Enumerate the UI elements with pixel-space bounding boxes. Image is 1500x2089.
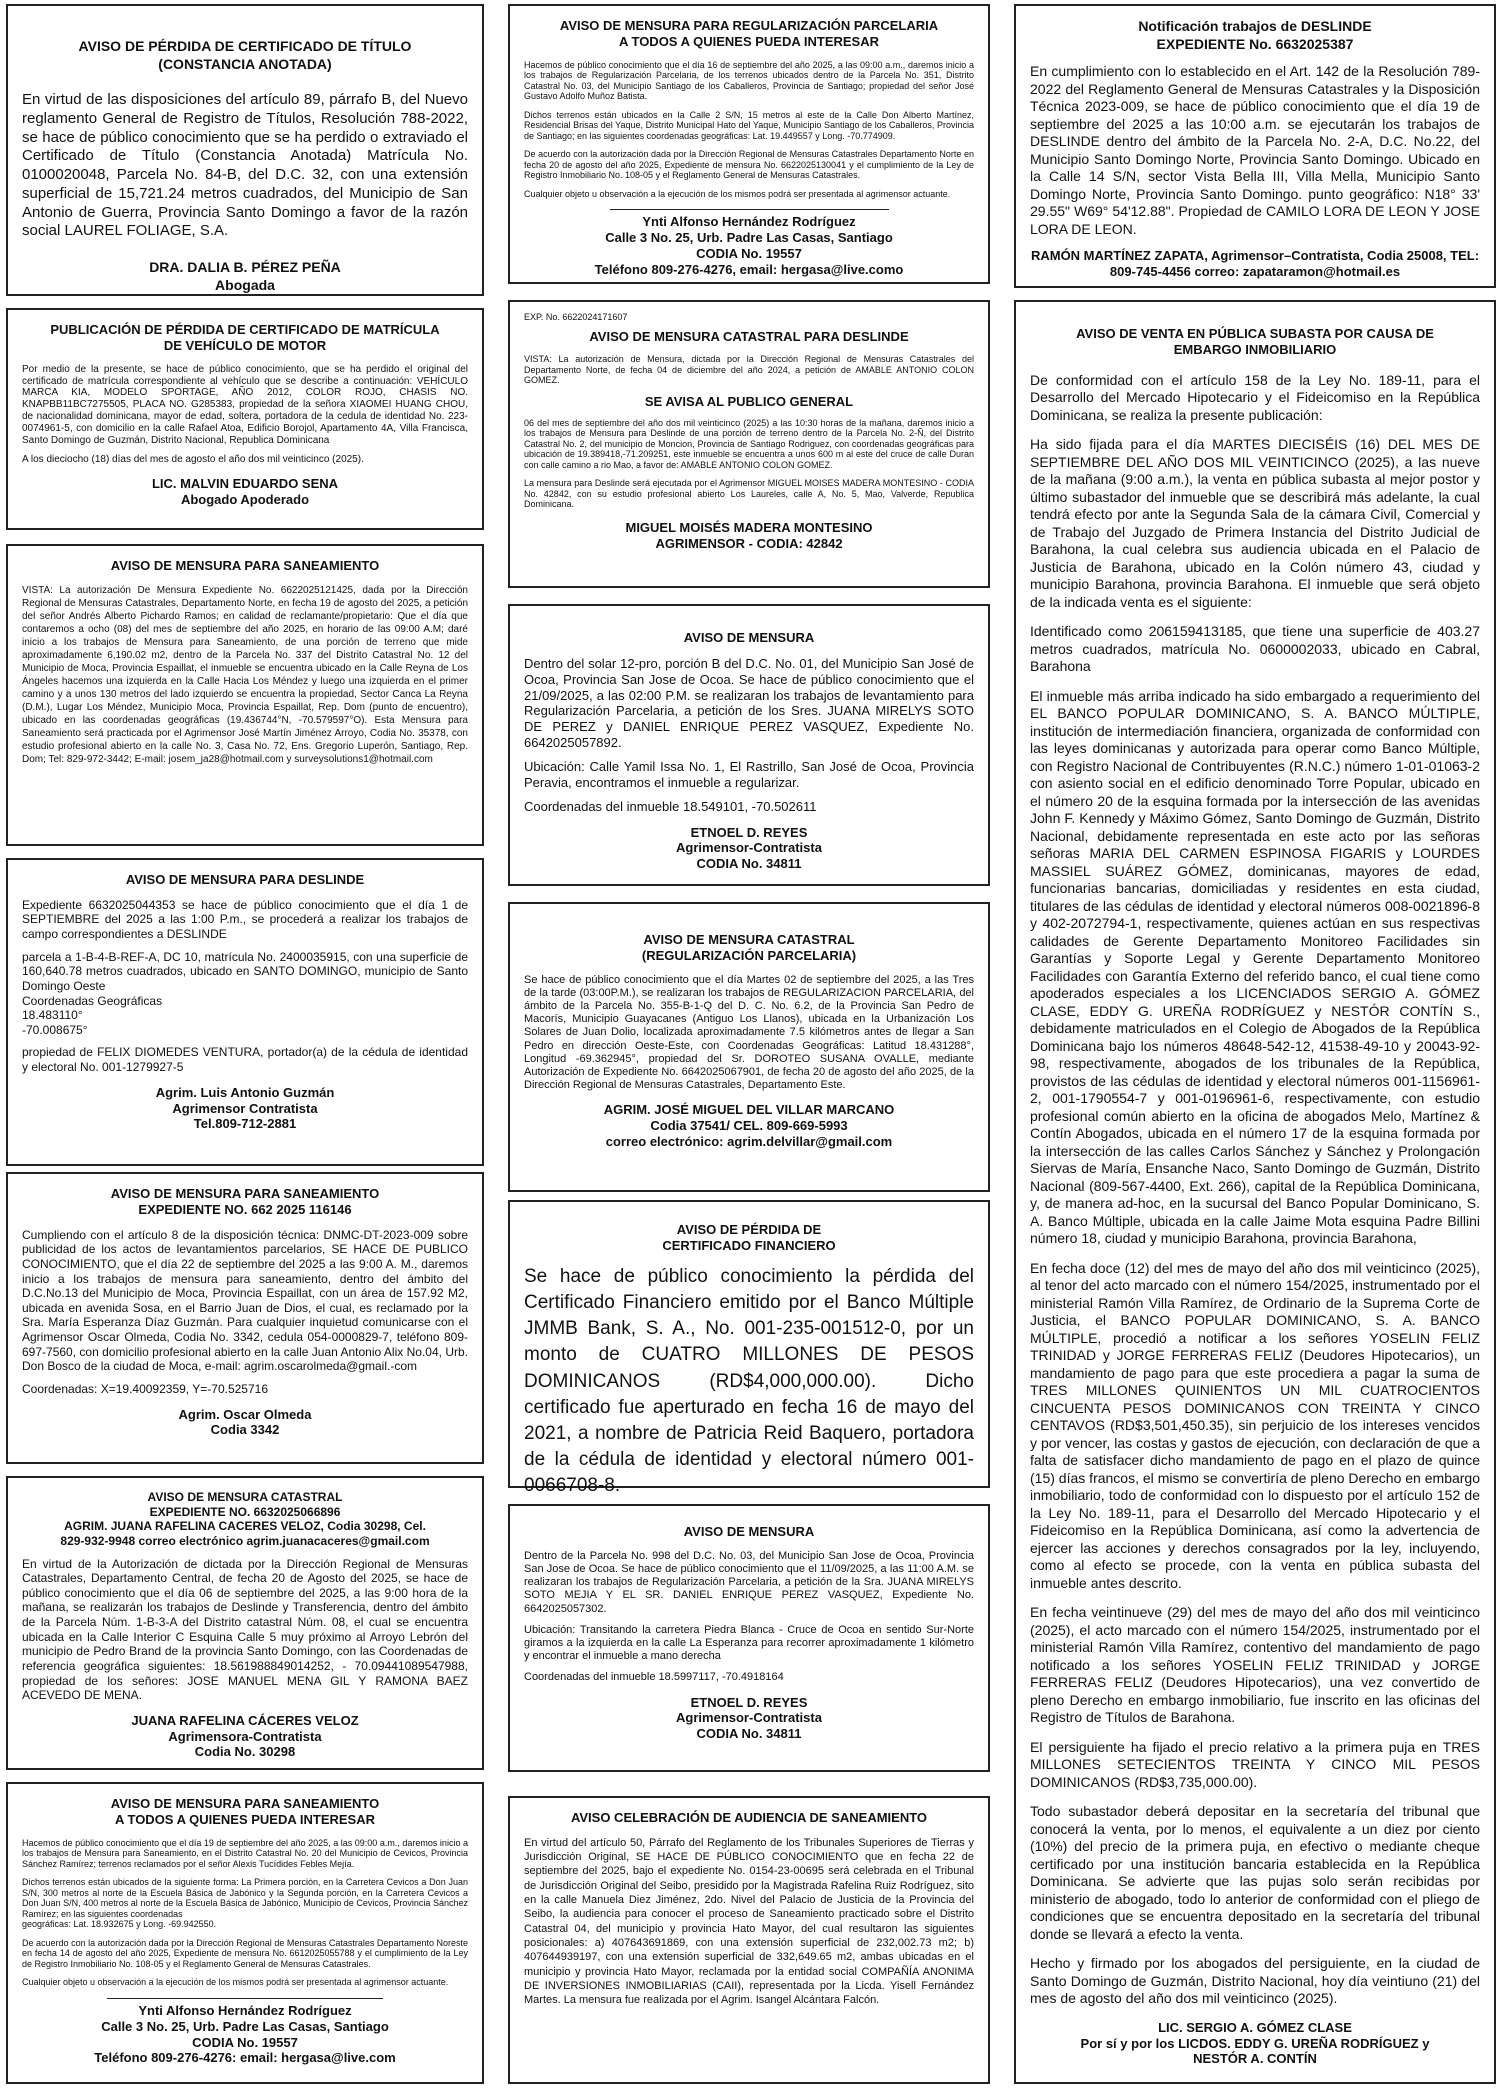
signature-contact: Teléfono 809-276-4276: email: hergasa@live.com [94,2050,396,2066]
notice-title: AVISO DE MENSURA PARA REGULARIZACIÓN PARCELARIA [559,18,939,33]
notice-title: AVISO DE MENSURA [683,1524,815,1539]
signature-name: AGRIM. JOSÉ MIGUEL DEL VILLAR MARCANO [603,1102,895,1118]
notice-survey-sanitation [6,544,484,846]
auction-paragraph-5: En fecha doce (12) del mes de mayo del año dos mil veinticinco (2025), al tenor del acto marcado con el número 154/2025, instrumentado por el ministerial Ramón Villa Ramírez, de Ordinario de la Suprema Corte de Justicia, el BANCO POPULAR DOMINICANO, S. A. BANCO MÚLTIPLE, procedió a notificar a los señores YOSELIN FELIZ TRINIDAD y JORGE FERRERAS FELIZ (Deudores Hipotecarios), un mandamiento de pago para que este procediera a pagar la suma de TRES MILLONES QUINIENTOS UN MIL CUATROCIENTOS CINCUENTA PESOS DOMINICANOS CON TREINTA Y CINCO CENTAVOS (RD$3,501,450.35), sin perjuicio de los intereses vencidos y por vencer, las costas y gastos de ejecución, con declaración de que a falta de satisfacer dicho mandamiento de pago en el plazo de quince (15) días francos, el mismo se convertiría de pleno Derecho en embargo inmobiliario, todo de conformidad con lo dispuesto por el artículo 152 de la Ley No. 189-11, para el Desarrollo del Mercado Hipotecario y el Fideicomiso en la República Dominicana, así como la advertencia de ejercer las acciones y derechos consagrados por la ley, incluyendo, como al efecto se procede, con la venta en pública subasta del inmueble antes descrito. [1030,1259,1480,1591]
notice-demarcation-notification [1014,4,1496,288]
notice-survey-sanitation-expediente [6,1172,484,1464]
notice-public-auction [1014,300,1496,2084]
notice-coordinates: geográficas: Lat. 18.932675 y Long. -69.942550. [22,1919,217,1930]
signature-codia: Codia No. 30298 [194,1744,296,1760]
notice-body-2: Dichos terrenos están ubicados de la siguiente forma: La Primera porción, en la Carretera Cevicos a Don Juan S/N, 300 metros al norte de la Escuela Básica de Jabónico y la Segunda porción, en la Carretera Cevicos a Don Juan S/N, 400 metros al norte de la Escuela Básica de Jabónico, Municipio de Cevicos, Provincia Sánchez Ramírez; en las siguientes coordenadas [22,1877,468,1919]
notice-title: AVISO DE MENSURA PARA SANEAMIENTO [110,558,380,573]
notice-body: Por medio de la presente, se hace de público conocimiento, que se ha perdido el original del certificado de matrícula correspondiente al vehículo que se describe a continuación: VEHÍCULO MARCA KIA, MODELO SPORTAGE, AÑO 2012, COLOR ROJO, CHASIS NO. KNAPBB11BC7275505, PLACA NO. G285383, propiedad de la señora XIAOMEI HUANG CHOU, de nacionalidad dominicana, mayor de edad, soltera, portadora de la cedula de identidad No. 223-0074961-5, con domicilio en la calle Rafael Atoa, Edificio Borojol, Apartamento 4A, Villa Francisca, Santo Domingo de Guzmán, Distrito Nacional, Republica Dominicana [22,363,468,446]
notice-body: En virtud de la Autorización de dictada por la Dirección Regional de Mensuras Catastrales, Departamento Central, de fecha 20 de Agosto del 2025, se hace de público conocimiento que el día 06 de septiembre del 2025, a las 9:00 hora de la mañana, se realizarán los trabajos de Deslinde y Transferencia, dentro del ámbito de la Parcela Núm. 1-B-3-A del Distrito catastral Núm. 08, el cual se encuentra ubicada en la Calle Interior C Esquina Calle 5 muy próximo al Arroyo Lebrón del municipio de Pedro Brand de la provincia Santo Domingo, con las Coordenadas de referencia geográfica siguientes: 18.561988849014252, - 70.09441089547988, propiedad de los señores: JOSE MANUEL MENA GIL Y RAMONA BAEZ ACEVEDO DE MENA. [22,1556,468,1703]
notice-date: A los dieciocho (18) días del mes de agosto el año dos mil veinticinco (2025). [22,454,364,466]
notice-lost-title-certificate [6,4,484,296]
auction-paragraph-6: En fecha veintinueve (29) del mes de mayo del año dos mil veinticinco (2025), el acto marcado con el número 154/2025, instrumentado por el ministerial Ramón Villa Ramírez, contentivo del mandamiento de pago notificado a los señores YOSELIN FELIZ TRINIDAD y JORGE FERRERAS FELIZ (Deudores Hipotecarios), una vez convertido de pleno Derecho en embargo inmobiliario, fue inscrito en las oficinas del Registro de Títulos de Barahona. [1030,1604,1480,1726]
signature-line [610,209,889,210]
notice-body: En virtud de las disposiciones del artículo 89, párrafo B, del Nuevo reglamento General de Registro de Títulos, Resolución 788-2022, se hace de público conocimiento que se ha perdido o extraviado el Certificado de Título (Constancia Anotada) Matrícula No. 0100020048, Parcela No. 84-B, del D.C. 32, con una extensión superficial de 15,721.24 metros cuadrados, del Municipio de San Antonio de Guerra, Provincia Santo Domingo a favor de la razón social LAUREL FOLIAGE, S.A. [22,91,468,240]
notice-body-1: Hacemos de público conocimiento que el día 19 de septiembre del año 2025, a las 09:00 a.m., daremos inicio a los trabajos de Mensura para Saneamiento, en el Distrito Catastral No. 20 del Municipio de Cevicos, Provincia Sánchez Ramírez; terrenos reclamados por el señor Alexis Tucídides Febles Mejía. [22,1837,468,1869]
notice-body-4: Cualquier objeto u observación a la ejecución de los mismos podrá ser presentada al agrimensor actuante. [524,188,951,199]
notice-body-1: Dentro del solar 12-pro, porción B del D.C. No. 01, del Municipio San José de Ocoa, Provincia San Jose de Ocoa. Se hace de público conocimiento que el 21/09/2025, a las 02:00 P.M. se realizaran los trabajos de levantamiento para Regularización Parcelaria, a petición de los Sres. JUANA MIRELYS SOTO DE PEREZ y DANIEL ENRIQUE PEREZ VASQUEZ, Expediente No. 6642025057892. [524,655,974,751]
auction-paragraph-4: El inmueble más arriba indicado ha sido embargado a requerimiento del EL BANCO POPULAR DOMINICANO, S. A. BANCO MÚLTIPLE, institución de intermediación financiera, organizada de conformidad con las leyes dominicanas y autorizada para operar como Banco Múltiple, con Registro Nacional de Contribuyentes (R.N.C.) número 1-01-01063-2 con asiento social en el edificio denominado Torre Popular, ubicado en el número 20 de la esquina formada por la intersección de las avenidas John F. Kennedy y Máximo Gómez, Santo Domingo de Guzmán, Distrito Nacional, debidamente representada en este acto por las señoras señoras MARIA DEL CARMEN ESPINOSA FIGARIS y LOURDES MASSIEL SUÁREZ GÓMEZ, dominicanas, mayores de edad, funcionarias bancarias, domiciliadas y residentes en esta ciudad, titulares de las cédulas de identidad y electoral números 008-0021896-8 y 402-2072794-1, respectivamente, quienes actúan en sus respectivas calidades de Gerente Departamento Monitoreo Facilidades sin Garantías y Soporte Legal y Gerente Departamento Monitoreo Facilidades con Garantía Externo del referido banco, el cual tiene como apoderados especiales a los LICENCIADOS SERGIO A. GÓMEZ CLASE, EDDY G. UREÑA RODRÍGUEZ y NESTÓR CONTÍN S., debidamente matriculados en el Colegio de Abogados de la República Dominicana bajo los números 48648-542-12, 41538-49-10 y 20043-92-98, respectivamente, abogados de los tribunales de la República, provistos de las cédulas de identidad y electoral números 001-1156961-2, 001-1790554-7 y 001-0196961-6, respectivamente, con estudio profesional común abierto en la oficina de abogados Melo, Martínez & Contín Abogados, ubicada en el número 17 de la esquina formada por la intersección de las calles Carlos Sánchez y Sánchez y Prolongación Siervas de María, Ensanche Naco, Santo Domingo de Guzmán, Distrito Nacional (809-567-4400, Ext. 266), capital de la República Dominicana, y, de manera ad-hoc, en la sucursal del Banco Popular Dominicano, S. A. Banco Múltiple, ubicada en la calle Jaime Mota esquina Padre Billini número 18, ciudad y municipio Barahona, provincia Barahona, [1030,687,1480,1247]
notice-lost-vehicle-registration [6,308,484,530]
signature-codia: CODIA No. 19557 [192,2034,298,2050]
signature-codia: CODIA No. 34811 [696,1726,802,1742]
signature-email: correo electrónico: agrim.delvillar@gmail.com [605,1134,893,1150]
signature-codia: Codia 3342 [210,1422,280,1438]
notice-body-2: Dichos terrenos están ubicados en la Calle 2 S/N, 15 metros al este de la Calle Don Alberto Martínez, Residencial Brisas del Yaque, Distrito Municipal Hato del Yaque, Municipio Santiago de los Caballeros, Provincia de Santiago; en las siguientes coordenadas geográficas: Lat. 19.449557 y Long. -70.774909. [524,109,974,141]
notice-subtitle: (CONSTANCIA ANOTADA) [158,55,332,72]
notice-cadastral-demarcation [508,300,990,588]
notice-subtitle: EXPEDIENTE NO. 6632025066896 [149,1504,341,1519]
signature-phone: Tel.809-712-2881 [193,1116,297,1132]
auction-paragraph-2: Ha sido fijada para el día MARTES DIECISÉIS (16) DEL MES DE SEPTIEMBRE DEL AÑO DOS MIL VEINTICINCO (2025), a las nueve de la mañana (9:00 a.m.), la venta en pública subasta al mejor postor y último subastador del inmueble que se describirá más adelante, la cual tendrá efecto por ante la Segunda Sala de la cámara Civil, Comercial y de Trabajo del Juzgado de Primera Instancia del Distrito Judicial de Barahona, la cual celebra sus audiencia ubicada en el Palacio de Justicia de Barahona, ubicado en la Colón número 43, ciudad y municipio Barahona, provincia Barahona. El inmueble que será objeto de la indicada venta es el siguiente: [1030,436,1480,610]
notice-title: AVISO DE VENTA EN PÚBLICA SUBASTA POR CAUSA DE [1076,326,1434,341]
notice-body-3: La mensura para Deslinde será ejecutada por el Agrimensor MIGUEL MOISES MADERA MONTESINO - CODIA No. 42842, con su estudio profesional abierto Los Laureles, calle A, No. 5, Mao, Valverde, Republica Dominicana. [524,478,974,510]
notice-body: En virtud del artículo 50, Párrafo del Reglamento de los Tribunales Superiores de Tierras y Jurisdicción Original, SE HACE DE PÚBLICO CONOCIMIENTO que en fecha 22 de septiembre del 2025, bajo el expediente No. 0154-23-00695 será celebrada en el Tribunal de Jurisdicción Original del Seibo, presidido por la Magistrada Rafelina Ruiz Rodríguez, sito en la calle Manuela Diez Jiménez, 2do. Nivel del Palacio de Justicia de la Provincia del Seibo, la audiencia para conocer el proceso de Saneamiento practicado sobre el Distrito Catastral 04, del municipio y provincia Hato Mayor, del cual resultaron las siguientes posicionales: a) 407643691869, con una extensión superficial de 232,002.73 m2; b) 407644939197, con una extensión superficial de 332,649.65 m2, ambas ubicadas en el municipio y provincia Hato Mayor, reclamada por la entidad social COMPAÑÍA ANONIMA DE INVERSIONES INMOBILIARIAS (CAII), representada por la Licda. Yisell Fernández Martes. La mensura fue realizada por el Agrim. Isangel Alcántara Falcón. [524,1836,974,2007]
notice-body-3: De acuerdo con la autorización dada por la Dirección Regional de Mensuras Catastrales Departamento Noreste en fecha 14 de agosto del año 2025, Expediente de mensura No. 6612025055788 y el cumplimiento de la Ley de Registro Inmobiliario No. 108-05 y el Reglamento General de Mensuras Catastrales. [22,1937,468,1969]
notice-body-2: parcela a 1-B-4-B-REF-A, DC 10, matrícula No. 2400035915, con una superficie de 160,640.78 metros cuadrados, ubicado en SANTO DOMINGO, municipio de Santo Domingo Oeste [22,949,468,993]
notice-subtitle: A TODOS A QUIENES PUEDA INTERESAR [114,1811,376,1827]
notice-surveyor-contact: 829-932-9948 correo electrónico agrim.juanacaceres@gmail.com [60,1533,430,1548]
notice-coordinates: Coordenadas del inmueble 18.549101, -70.502611 [524,798,817,814]
signature-block: RAMÓN MARTÍNEZ ZAPATA, Agrimensor–Contratista, Codia 25008, TEL: 809-745-4456 correo: zapataramon@hotmail.es [1030,248,1480,279]
signature-name: JUANA RAFELINA CÁCERES VELOZ [131,1712,359,1728]
signature-codia: CODIA No. 19557 [696,246,802,262]
notice-subtitle: CERTIFICADO FINANCIERO [662,1237,836,1253]
signature-name: Agrim. Luis Antonio Guzmán [155,1084,335,1100]
notice-title: AVISO DE MENSURA [683,630,815,645]
signature-role: Abogado Apoderado [180,491,310,507]
notice-body: VISTA: La autorización De Mensura Expediente No. 6622025121425, dada por la Dirección Regional de Mensuras Catastrales, Departamento Norte, en fecha 19 de agosto del 2025, a petición del señor Andrés Alberto Pichardo Ramos; en calidad de reclamante/propietario: Que el día que contaremos a ocho (08) del mes de septiembre del año 2025, en horario de las 09:00 A.M; daré inicio a los trabajos de Mensura para Saneamiento, de una porción de terreno que mide aproximadamente 6,190.02 m2, dentro de la Parcela No. 337 del Distrito Catastral No. 12 del Municipio de Moca, Provincia Espaillat, el inmueble se encuentra ubicado en la Calle Reyna de Los Ángeles hacemos una izquierda en la Calle Hacia Los Méndez y luego una izquierda en el primer camino y a unos 130 metros del lado izquierdo se encuentra la propiedad, Sector Canca La Reyna (D.M.), Lugar Los Méndez, Municipio Moca, Provincia Espaillat, Rep. Dom (punto de encuentro), ubicado en las coordenadas geográficas (19.436744°N, -70.579597°O). Esta Mensura para Saneamiento será practicada por el Agrimensor José Martín Jiménez Arroyo, Codia No. 35378, con estudio profesional abierto en la calle No. 3, Casa No. 72, Ens. Gregorio Luperón, Santiago, Rep. Dom; Tel: 829-972-3442; E-mail: josem_ja28@hotmail.com y surveysolutions1@hotmail.com [22,584,468,765]
notice-title: AVISO DE MENSURA PARA SANEAMIENTO [110,1186,380,1201]
signature-co-signer-last: NESTÓR A. CONTÍN [1193,2051,1317,2067]
auction-paragraph-3: Identificado como 206159413185, que tiene una superficie de 403.27 metros cuadrados, matrícula No. 0600002033, ubicado en Cabral, Barahona [1030,623,1480,675]
signature-role: Agrimensor Contratista [172,1100,318,1116]
signature-role: Agrimensor-Contratista [676,840,822,856]
signature-name: DRA. DALIA B. PÉREZ PEÑA [149,259,341,275]
notice-body-1: Hacemos de público conocimiento que el día 16 de septiembre del año 2025, a las 09:00 a.m., daremos inicio a los trabajos de Regularización Parcelaria, de los terrenos ubicados dentro de la Parcela No. 351, Distrito Catastral No. 03, del Municipio Santiago de los Caballeros, Provincia de Santiago; propiedad del señor José Gustavo Adolfo Muñoz Batista. [524,59,974,102]
notice-title: AVISO DE MENSURA PARA DESLINDE [125,872,365,887]
notice-body-2: 06 del mes de septiembre del año dos mil veinticinco (2025) a las 10:30 horas de la mañana, daremos inicio a los trabajos de Mensura para Deslinde de una porción de terreno dentro de la Parcela No. 2-Ñ, del Distrito Catastral No. 2, del municipio de Moncion, Provincia de Santiago Rodriguez, con coordenadas geográficas para ubicación de 19.389418,-71.209251, este inmueble se encuentra a unos 600 m al este del cruce de calle Duran con calle camino a rio Mao, a favor de: AMABLE ANTONIO COLON GOMEZ. [524,417,974,470]
notice-body-1: Expediente 6632025044353 se hace de público conocimiento que el día 1 de SEPTIEMBRE del 2025 a las 1:00 P.m., se procederá a realizar los trabajos de campo correspondientes a DESLINDE [22,897,468,942]
coordinate-long: -70.008675° [22,1022,88,1037]
signature-role: Abogada [215,276,275,293]
signature-line [107,1998,384,1999]
signature-role: Agrimensor-Contratista [676,1710,822,1726]
signature-address: Calle 3 No. 25, Urb. Padre Las Casas, Santiago [605,230,893,246]
notice-title: AVISO CELEBRACIÓN DE AUDIENCIA DE SANEAMIENTO [570,1810,928,1825]
notice-body-3: De acuerdo con la autorización dada por la Dirección Regional de Mensuras Catastrales Departamento Norte en fecha 20 de agosto del año 2025, Expediente de mensura No. 6622025130041 y el cumplimiento de la Ley de Registro Inmobiliario No. 108-05 y el Reglamento General de Mensuras Catastrales. [524,149,974,181]
notice-body: Se hace de público conocimiento que el día Martes 02 de septiembre del 2025, a las Tres de la tarde (03:00P.M.), se realizaran los trabajos de REGULARIZACION PARCELARIA, del ámbito de la Parcela No. 355-B-1-Q del D. C. No. 6.2, de la Provincia San Pedro de Macorís, Municipio Guayacanes (Antiguo Los Llanos), ubicada en la Urbanización Los Solares de Juan Dolio, localizada aproximadamente 7.5 kilómetros antes de llegar a San Pedro en dirección Oeste-Este, con Coordenadas Geográficas: Latitud 18.431288°, Longitud -69.362945°, propiedad del Sr. DOROTEO SUSANA OVALLE, mediante Autorización de Expediente No. 6642025067901, de fecha 20 de agosto del año 2025, de la Dirección Regional de Mensuras Catastrales, Departamento Este. [524,973,974,1092]
notice-body-2: Ubicación: Calle Yamil Issa No. 1, El Rastrillo, San José de Ocoa, Provincia Peravia, encontramos el inmueble a regularizar. [524,759,974,790]
signature-name: Agrim. Oscar Olmeda [178,1406,312,1422]
notice-body-3: propiedad de FELIX DIOMEDES VENTURA, portador(a) de la cédula de identidad y electoral No. 001-1279927-5 [22,1045,468,1075]
notice-subtitle: DE VEHÍCULO DE MOTOR [163,337,327,353]
notice-cadastral-regularization [508,902,990,1192]
notice-title: AVISO DE MENSURA CATASTRAL PARA DESLINDE [589,328,909,344]
signature-name: Ynti Alfonso Hernández Rodríguez [138,2002,352,2018]
notice-subtitle: (REGULARIZACIÓN PARCELARIA) [641,947,857,963]
notice-coordinates: Coordenadas del inmueble 18.5997117, -70.4918164 [524,1671,784,1684]
notice-subtitle: EXPEDIENTE No. 6632025387 [1156,35,1354,52]
signature-codia: Codia 37541/ CEL. 809-669-5993 [650,1118,848,1134]
notice-title: AVISO DE PÉRDIDA DE [676,1222,822,1237]
notice-parcel-regularization [508,4,990,284]
notice-title: AVISO DE MENSURA PARA SANEAMIENTO [110,1796,380,1811]
notice-title: AVISO DE PÉRDIDA DE CERTIFICADO DE TÍTULO [78,38,412,54]
signature-role: Agrimensora-Contratista [168,1728,322,1744]
notice-survey-demarcation [6,858,484,1166]
signature-name: Ynti Alfonso Hernández Rodríguez [642,214,856,230]
notice-survey-ocoa-parcel [508,1504,990,1772]
notice-sanitation-hearing [508,1796,990,2084]
notice-surveyor-line: AGRIM. JUANA RAFELINA CACERES VELOZ, Codia 30298, Cel. [64,1519,426,1534]
coordinates-label: Coordenadas Geográficas [22,993,163,1008]
signature-address: Calle 3 No. 25, Urb. Padre Las Casas, Santiago [101,2018,389,2034]
auction-paragraph-1: De conformidad con el artículo 158 de la Ley No. 189-11, para el Desarrollo del Mercado Hipotecario y el Fideicomiso en la República Dominicana, se realiza la presente publicación: [1030,371,1480,423]
notice-body-1: Dentro de la Parcela No. 998 del D.C. No. 03, del Municipio San Jose de Ocoa, Provincia San Jose de Ocoa. Se hace de público conocimiento que el 11/09/2025, a las 11:00 A.M. se realizaran los trabajos de Regularización Parcelaria, a petición de la Sra. JUANA MIRELYS SOTO MEJIA Y EL SR. DANIEL ENRIQUE PEREZ VASQUEZ, Expediente No. 6642025057302. [524,1549,974,1615]
notice-subtitle: EXPEDIENTE NO. 662 2025 116146 [138,1201,352,1217]
coordinate-lat: 18.483110° [22,1008,83,1023]
signature-co-signers: Por sí y por los LICDOS. EDDY G. UREÑA RODRÍGUEZ y [1080,2035,1430,2051]
notice-body-2: Ubicación: Transitando la carretera Piedra Blanca - Cruce de Ocoa en sentido Sur-Norte giramos a la izquierda en la calle La Esperanza para recorrer aproximadamente 1 kilómetro y encontrar el inmueble a mano derecha [524,1623,974,1663]
notice-cadastral-survey [6,1476,484,1770]
notice-expediente: EXP. No. 6622024171607 [524,312,628,322]
notice-body: Se hace de público conocimiento la pérdida del Certificado Financiero emitido por el Banco Múltiple JMMB Bank, S. A., No. 001-235-001512-0, por un monto de CUATRO MILLONES DE PESOS DOMINICANOS (RD$4,000,000.00). Dicho certificado fue aperturado en fecha 16 de mayo del 2021, a nombre de Patricia Reid Baquero, portadora de la cédula de identidad y electoral número 001-0066708-8. [524,1265,974,1497]
signature-codia: CODIA No. 34811 [696,856,802,872]
notice-title: AVISO DE MENSURA CATASTRAL [643,932,855,947]
auction-paragraph-9: Hecho y firmado por los abogados del persiguiente, en la ciudad de Santo Domingo de Guzmán, Distrito Nacional, hoy día veintiuno (21) del mes de agosto del año dos mil veinticinco (2025). [1030,1955,1480,2007]
notice-body-1: VISTA: La autorización de Mensura, dictada por la Dirección Regional de Mensuras Catastrales del Departamento Norte, de fecha 04 de diciembre del año 2024, a petición de AMABLE ANTONIO COLON GOMEZ. [524,354,974,386]
auction-paragraph-7: El persiguiente ha fijado el precio relativo a la primera puja en TRES MILLONES SETECIENTOS TREINTA Y CINCO MIL PESOS DOMINICANOS (RD$3,735,000.00). [1030,1738,1480,1790]
signature-name: ETNOEL D. REYES [690,824,808,840]
signature-name: ETNOEL D. REYES [690,1694,808,1710]
notice-survey-sanitation-public [6,1782,484,2084]
notice-subtitle: EMBARGO INMOBILIARIO [1173,341,1337,357]
notice-title: PUBLICACIÓN DE PÉRDIDA DE CERTIFICADO DE MATRÍCULA [50,322,440,337]
notice-body-4: Cualquier objeto u observación a la ejecución de los mismos podrá ser presentada al agrimensor actuante. [22,1977,449,1988]
auction-paragraph-8: Todo subastador deberá depositar en la secretaría del tribunal que conocerá la venta, por lo menos, el equivalente a un diez por ciento (10%) del precio de la primera puja, en efectivo o mediante cheque certificado por una institución bancaria establecida en la República Dominicana. Se advierte que las pujas solo serán recibidas por ministerio de abogado, todo lo anterior de conformidad con el pliego de condiciones que se encuentra depositado en la secretaría del tribunal donde se llevará a efecto la venta. [1030,1803,1480,1942]
notice-body: Cumpliendo con el artículo 8 de la disposición técnica: DNMC-DT-2023-009 sobre publicidad de los actos de levantamientos parcelarios, SE HACE DE PUBLICO CONOCIMIENTO, que el día 22 de septiembre del 2025 a las 9:00 A. M., daremos inicio a los trabajos de mensura para saneamiento, dentro del ámbito del D.C.No.13 del Municipio de Moca, Provincia Espaillat, con un área de 157.92 M2, ubicada en avenida Sosa, en el Barrio Juan de Dios, el cual, es reclamado por la Sra. María Esperanza Díaz Guzmán. Para cualquier inquietud comunicarse con el Agrimensor Oscar Olmeda, Codia No. 3342, cedula 054-0000829-7, teléfono 809-697-7560, con domicilio profesional abierto en la calle Juan Antonio Alix No.04, Urb. Don Bosco de la ciudad de Moca, e-mail: agrim.oscarolmeda@gmail.-com [22,1227,468,1374]
notice-lost-financial-certificate [508,1200,990,1497]
notice-survey-ocoa-solar [508,604,990,886]
notice-title: Notificación trabajos de DESLINDE [1138,18,1372,34]
signature-contact: Teléfono 809-276-4276, email: hergasa@live.como [594,261,904,277]
notice-subtitle: A TODOS A QUIENES PUEDA INTERESAR [618,33,880,49]
notice-body: En cumplimiento con lo establecido en el Art. 142 de la Resolución 789-2022 del Reglamento General de Mensuras Catastrales y la Disposición Técnica 2023-009, se hace de público conocimiento que el día 19 de septiembre del 2025 a las 10:00 a.m. se ejecutarán los trabajos de DESLINDE dentro del ámbito de la Parcela No. 2-A, D.C. No.22, del Municipio Santo Domingo Norte, Provincia Santo Domingo. Ubicado en la Calle 14 S/N, sector Vista Bella III, Villa Mella, Municipio Santo Domingo Norte, Provincia Santo Domingo. punto geográfico: N18° 33' 29.55" W69° 54'12.88". Propiedad de CAMILO LORA DE LEON Y JOSE LORA DE LEON. [1030,63,1480,237]
signature-name: LIC. MALVIN EDUARDO SENA [151,476,339,492]
signature-codia: AGRIMENSOR - CODIA: 42842 [655,535,843,551]
notice-subheading: SE AVISA AL PUBLICO GENERAL [644,393,854,409]
notice-coordinates: Coordenadas: X=19.40092359, Y=-70.525716 [22,1381,268,1396]
signature-name: LIC. SERGIO A. GÓMEZ CLASE [1158,2019,1352,2035]
notice-title: AVISO DE MENSURA CATASTRAL [147,1490,343,1504]
signature-name: MIGUEL MOISÉS MADERA MONTESINO [625,519,873,535]
